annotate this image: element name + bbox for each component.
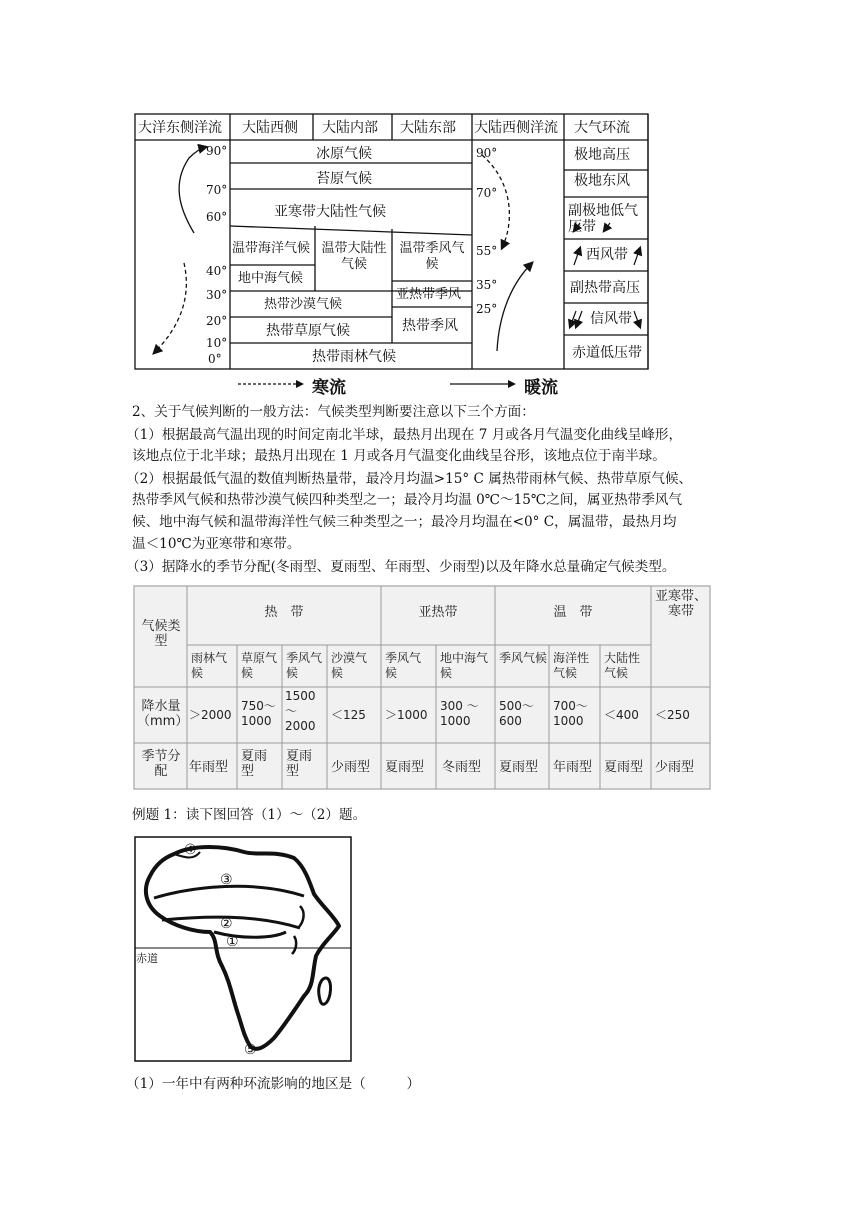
type-maritime: 海洋性气候: [553, 651, 590, 680]
zone-tropical: 热 带: [264, 605, 304, 620]
legend-warm-current: 暖流: [524, 378, 558, 398]
circulation-polar-easterlies: 极地东风: [574, 173, 630, 189]
lat-right-70: 70°: [476, 186, 498, 200]
question-1: （1）一年中有两种环流影响的地区是（ ）: [126, 1076, 421, 1092]
circulation-westerlies: 西风带: [586, 247, 628, 263]
header-continent-west: 大陆西侧: [242, 120, 298, 136]
circulation-subpolar-low: 副极地低气压带: [568, 203, 638, 235]
season-tropical-monsoon: 夏雨型: [286, 749, 313, 779]
header-west-ocean-current: 大陆西侧洋流: [474, 120, 558, 136]
table-corner-climate-type: 气候类型: [141, 619, 181, 649]
lat-right-90: 90°: [476, 146, 498, 160]
row-label-precipitation: 降水量（mm）: [137, 699, 189, 729]
map-label-equator: 赤道: [136, 952, 158, 965]
lat-right-25: 25°: [476, 302, 498, 316]
precip-continental: ＜400: [604, 708, 639, 722]
climate-distribution-diagram: [134, 113, 650, 371]
type-continental: 大陆性气候: [604, 651, 641, 680]
lat-left-40: 40°: [206, 264, 228, 278]
cold-current-arrow: [236, 378, 306, 390]
climate-tropical-desert: 热带沙漠气候: [264, 297, 343, 312]
season-maritime: 年雨型: [553, 760, 593, 775]
climate-subtropical-monsoon: 亚热带季风: [396, 287, 462, 302]
circulation-trade-winds: 信风带: [590, 311, 632, 327]
type-subtropical-monsoon: 季风气候: [385, 651, 422, 680]
precip-rainforest: ＞2000: [189, 708, 232, 722]
map-marker-1: ①: [226, 934, 239, 950]
climate-temperate-monsoon: 温带季风气候: [399, 241, 465, 272]
season-subtropical-monsoon: 夏雨型: [385, 760, 425, 775]
header-east-ocean-current: 大洋东侧洋流: [138, 120, 222, 136]
lat-left-90: 90°: [206, 144, 228, 158]
example-title: 例题 1：读下图回答（1）～（2）题。: [132, 807, 367, 823]
africa-outline: [134, 836, 352, 1062]
lat-left-20: 20°: [206, 314, 228, 328]
type-tropical-monsoon: 季风气候: [286, 651, 323, 680]
climate-tropical-savanna: 热带草原气候: [266, 323, 350, 339]
season-savanna: 夏雨型: [241, 749, 268, 779]
header-atmospheric-circulation: 大气环流: [574, 120, 630, 136]
climate-mediterranean: 地中海气候: [238, 271, 304, 286]
lat-right-35: 35°: [476, 278, 498, 292]
legend-cold-current: 寒流: [312, 378, 346, 398]
paragraph-2-line-4: 温＜10℃为亚寒带和寒带。: [132, 536, 301, 552]
paragraph-2-line-1: （2）根据最低气温的数值判断热量带，最冷月均温>15° C 属热带雨林气候、热带草原气候、: [126, 471, 693, 487]
climate-temperate-maritime: 温带海洋气候: [232, 241, 311, 256]
lat-left-30: 30°: [206, 288, 228, 302]
type-desert: 沙漠气候: [331, 651, 368, 680]
paragraph-2-line-2: 热带季风气候和热带沙漠气候四种类型之一；最冷月均温 0℃～15℃之间，属亚热带季风气: [132, 492, 683, 508]
circulation-subtropical-high: 副热带高压: [570, 280, 640, 296]
climate-tropical-rainforest: 热带雨林气候: [312, 349, 396, 365]
climate-temperate-continental: 温带大陆性气候: [321, 241, 387, 272]
map-marker-4: ④: [184, 842, 197, 858]
climate-tropical-monsoon: 热带季风: [402, 318, 458, 334]
type-mediterranean: 地中海气候: [440, 651, 489, 680]
precip-subarctic: ＜250: [655, 708, 690, 722]
climate-ice-cap: 冰原气候: [316, 146, 372, 162]
precipitation-table: [133, 585, 711, 790]
season-subarctic: 少雨型: [655, 760, 695, 775]
row-label-season: 季节分配: [141, 749, 181, 779]
paragraph-3: （3）据降水的季节分配(冬雨型、夏雨型、年雨型、少雨型)以及年降水总量确定气候类型。: [126, 559, 676, 575]
precip-mediterranean: 300 ～1000: [440, 699, 479, 728]
precip-tropical-monsoon: 1500～2000: [285, 689, 316, 733]
paragraph-2-line-3: 候、地中海气候和温带海洋性气候三种类型之一；最冷月均温在<0° C，属温带，最热月均: [132, 514, 677, 530]
paragraph-1-line-1: （1）根据最高气温出现的时间定南北半球，最热月出现在 7 月或各月气温变化曲线呈峰形，: [126, 427, 683, 443]
climate-subarctic-continental: 亚寒带大陆性气候: [274, 204, 386, 220]
zone-subtropical: 亚热带: [418, 605, 458, 620]
precip-subtropical-monsoon: ＞1000: [385, 708, 428, 722]
type-rainforest: 雨林气候: [191, 651, 228, 680]
lat-left-70: 70°: [206, 183, 228, 197]
paragraph-1-line-2: 该地点位于北半球；最热月出现在 1 月或各月气温变化曲线呈谷形，该地点位于南半球。: [132, 448, 666, 464]
map-marker-5: ⑤: [244, 1042, 257, 1058]
header-continent-east: 大陆东部: [400, 120, 456, 136]
season-mediterranean: 冬雨型: [442, 760, 482, 775]
map-marker-3: ③: [220, 872, 233, 888]
type-savanna: 草原气候: [241, 651, 278, 680]
season-temperate-monsoon: 夏雨型: [499, 760, 539, 775]
map-marker-2: ②: [220, 916, 233, 932]
section-heading: 2、关于气候判断的一般方法：气候类型判断要注意以下三个方面：: [132, 404, 535, 420]
season-rainforest: 年雨型: [189, 760, 229, 775]
season-desert: 少雨型: [331, 760, 371, 775]
zone-subarctic-arctic: 亚寒带、寒带: [655, 589, 708, 619]
africa-map: [134, 836, 352, 1062]
season-continental: 夏雨型: [604, 760, 644, 775]
precip-desert: ＜125: [331, 708, 366, 722]
header-continent-interior: 大陆内部: [322, 120, 378, 136]
lat-right-55: 55°: [476, 244, 498, 258]
precip-maritime: 700～1000: [553, 699, 588, 728]
warm-current-arrow: [448, 378, 518, 390]
lat-left-0: 0°: [208, 352, 222, 366]
circulation-equatorial-low: 赤道低压带: [572, 345, 642, 361]
climate-tundra: 苔原气候: [316, 171, 372, 187]
circulation-polar-high: 极地高压: [574, 147, 630, 163]
precip-savanna: 750～1000: [241, 699, 276, 728]
precip-temperate-monsoon: 500～600: [499, 699, 534, 728]
lat-left-60: 60°: [206, 210, 228, 224]
type-temperate-monsoon: 季风气候: [499, 651, 548, 665]
lat-left-10: 10°: [206, 336, 228, 350]
zone-temperate: 温 带: [553, 605, 593, 620]
